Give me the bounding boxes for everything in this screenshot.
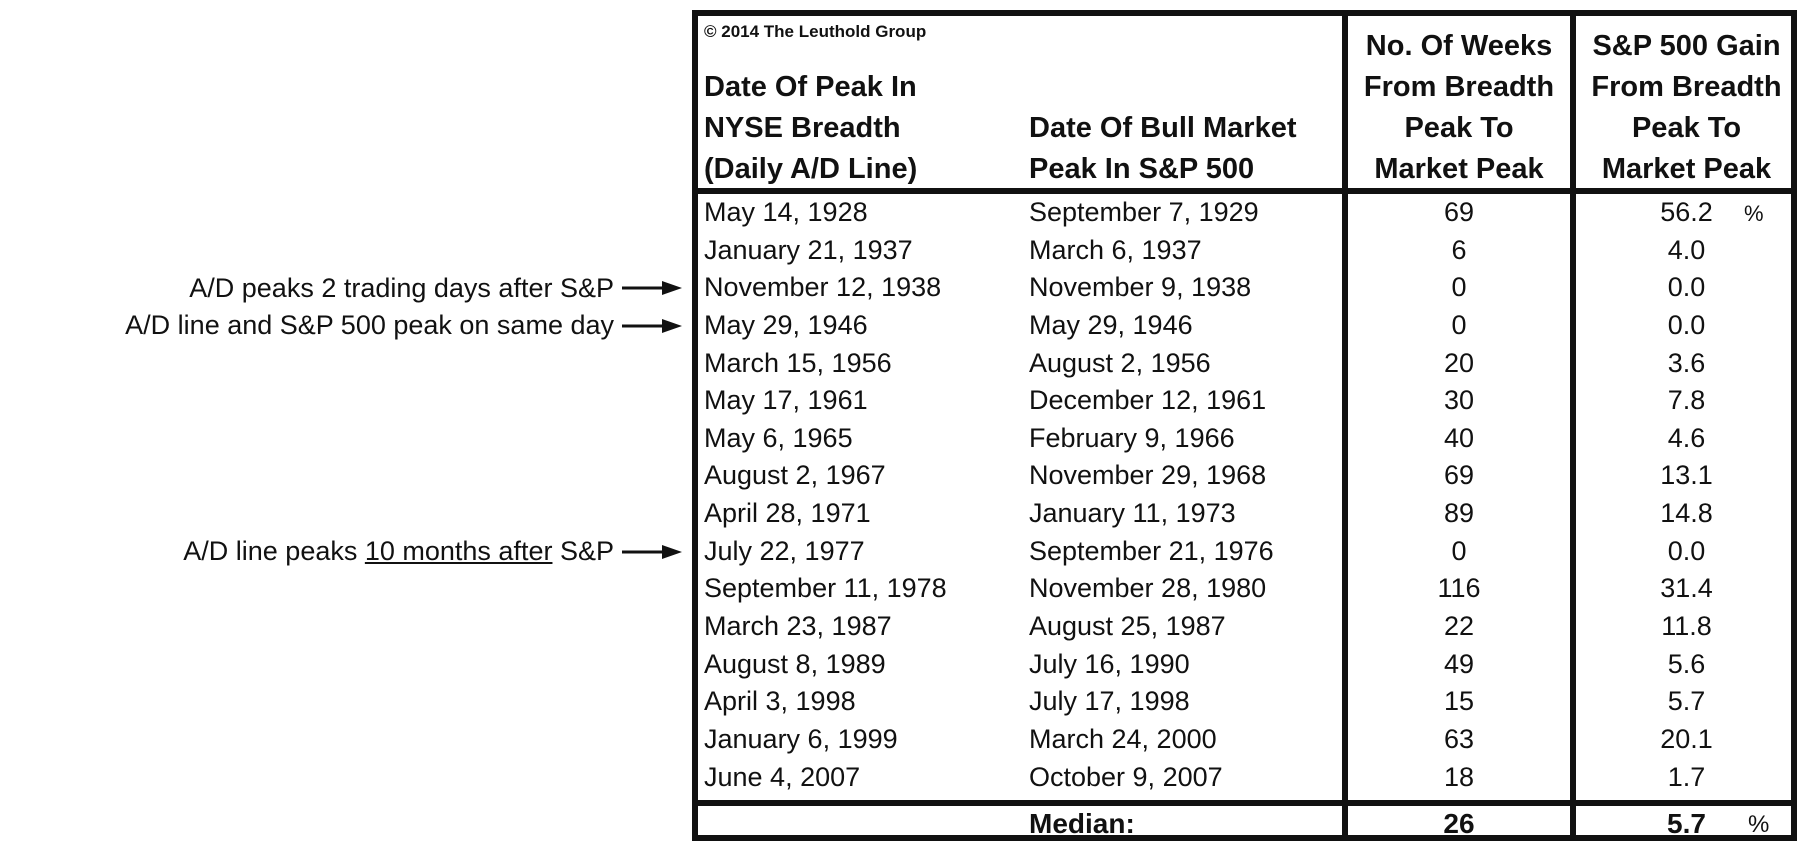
- breadth-peak-date: March 23, 1987: [704, 611, 892, 642]
- weeks-value: 116: [1437, 573, 1481, 604]
- table-row: [698, 608, 1791, 646]
- weeks-value: 69: [1443, 460, 1475, 491]
- market-peak-date: September 7, 1929: [1029, 197, 1259, 227]
- annotation-text: A/D line peaks 10 months after S&P: [183, 536, 614, 567]
- gain-value: 0.0: [1667, 272, 1706, 303]
- gain-value: 5.7: [1667, 686, 1706, 717]
- median-label: Median:: [1029, 808, 1135, 839]
- table-row: [698, 457, 1791, 495]
- percent-sign: %: [1744, 201, 1764, 226]
- table-row: [698, 683, 1791, 721]
- table-row: [698, 194, 1791, 232]
- median-weeks: 26: [1443, 808, 1475, 839]
- table-body: [698, 194, 1791, 796]
- gain-value: 11.8: [1661, 611, 1712, 642]
- gain-value: 0.0: [1667, 535, 1706, 566]
- breadth-peak-date: November 12, 1938: [704, 272, 942, 303]
- header-gain: S&P 500 Gain From Breadth Peak To Market Peak: [1591, 30, 1782, 185]
- table-row: [698, 759, 1791, 797]
- annotation: [125, 307, 682, 345]
- weeks-value: 89: [1443, 498, 1475, 529]
- market-peak-date: September 21, 1976: [1029, 535, 1274, 566]
- gain-value: 1.7: [1667, 761, 1706, 792]
- gain-value: 4.6: [1667, 422, 1706, 453]
- table-row: [698, 646, 1791, 684]
- market-peak-date: December 12, 1961: [1029, 385, 1267, 416]
- weeks-value: 40: [1443, 422, 1475, 453]
- breadth-peak-date: January 21, 1937: [704, 234, 913, 265]
- annotation: [183, 533, 682, 571]
- market-peak-date: February 9, 1966: [1029, 422, 1235, 453]
- weeks-value: 15: [1443, 686, 1475, 717]
- breadth-peak-table: [692, 10, 1797, 841]
- arrow-right-icon: [622, 543, 682, 561]
- breadth-peak-date: May 17, 1961: [704, 385, 868, 416]
- gain-value: 13.1: [1660, 460, 1713, 491]
- annotation-text: A/D line and S&P 500 peak on same day: [125, 310, 614, 341]
- weeks-value: 22: [1443, 611, 1475, 642]
- market-peak-date: August 2, 1956: [1029, 347, 1211, 378]
- breadth-peak-date: September 11, 1978: [704, 573, 947, 604]
- header-weeks: No. Of Weeks From Breadth Peak To Market Peak: [1363, 30, 1555, 185]
- table-row: [698, 345, 1791, 383]
- weeks-value: 30: [1443, 385, 1475, 416]
- table-row: [698, 570, 1791, 608]
- weeks-value: 49: [1443, 648, 1475, 679]
- weeks-value: 69: [1443, 197, 1475, 227]
- weeks-value: 0: [1451, 535, 1467, 566]
- market-peak-date: January 11, 1973: [1029, 498, 1236, 529]
- weeks-value: 20: [1443, 347, 1475, 378]
- market-peak-date: July 16, 1990: [1029, 648, 1190, 679]
- median-gain: 5.7 %: [1576, 806, 1797, 841]
- market-peak-date: October 9, 2007: [1029, 761, 1223, 792]
- annotation-text: A/D peaks 2 trading days after S&P: [189, 272, 614, 303]
- gain-value: 3.6: [1667, 347, 1706, 378]
- annotation: [189, 269, 682, 307]
- weeks-value: 0: [1451, 272, 1467, 303]
- breadth-peak-date: June 4, 2007: [704, 761, 861, 792]
- market-peak-date: November 9, 1938: [1029, 272, 1252, 303]
- table-row: [698, 420, 1791, 458]
- breadth-peak-date: August 2, 1967: [704, 460, 886, 491]
- weeks-value: 6: [1451, 234, 1467, 265]
- breadth-peak-date: January 6, 1999: [704, 723, 898, 754]
- market-peak-date: March 6, 1937: [1029, 234, 1202, 265]
- market-peak-date: March 24, 2000: [1029, 723, 1217, 754]
- breadth-peak-date: March 15, 1956: [704, 347, 892, 378]
- market-peak-date: November 29, 1968: [1029, 460, 1267, 491]
- percent-sign: %: [1748, 811, 1770, 838]
- gain-value: 5.6: [1667, 648, 1706, 679]
- table-row: [698, 307, 1791, 345]
- gain-value: 20.1: [1660, 723, 1713, 754]
- breadth-peak-date: April 3, 1998: [704, 686, 856, 717]
- weeks-value: 18: [1443, 761, 1475, 792]
- header-market-peak-date: Date Of Bull Market Peak In S&P 500: [1029, 112, 1297, 185]
- market-peak-date: November 28, 1980: [1029, 573, 1267, 604]
- arrow-right-icon: [622, 279, 682, 297]
- breadth-peak-date: May 14, 1928: [704, 197, 868, 227]
- breadth-peak-date: August 8, 1989: [704, 648, 886, 679]
- copyright-notice: © 2014 The Leuthold Group: [704, 22, 927, 41]
- table-row: [698, 382, 1791, 420]
- header-breadth-peak-date: Date Of Peak In NYSE Breadth (Daily A/D Line): [704, 71, 918, 185]
- table-row: [698, 533, 1791, 571]
- gain-value: 4.0: [1667, 234, 1706, 265]
- breadth-peak-date: May 6, 1965: [704, 422, 853, 453]
- gain-value: 31.4: [1660, 573, 1713, 604]
- market-peak-date: August 25, 1987: [1029, 611, 1226, 642]
- market-peak-date: May 29, 1946: [1029, 309, 1193, 340]
- gain-value: 7.8: [1667, 385, 1706, 416]
- weeks-value: 63: [1443, 723, 1475, 754]
- gain-value: 0.0: [1667, 309, 1706, 340]
- breadth-peak-date: April 28, 1971: [704, 498, 871, 529]
- market-peak-date: July 17, 1998: [1029, 686, 1190, 717]
- median-row: [698, 806, 1791, 841]
- gain-value: 56.2 %: [1576, 194, 1797, 232]
- table-row: [698, 269, 1791, 307]
- arrow-right-icon: [622, 317, 682, 335]
- breadth-peak-date: May 29, 1946: [704, 309, 868, 340]
- weeks-value: 0: [1451, 309, 1467, 340]
- breadth-peak-date: July 22, 1977: [704, 535, 865, 566]
- table-row: [698, 721, 1791, 759]
- table-row: [698, 232, 1791, 270]
- table-row: [698, 495, 1791, 533]
- gain-value: 14.8: [1660, 498, 1713, 529]
